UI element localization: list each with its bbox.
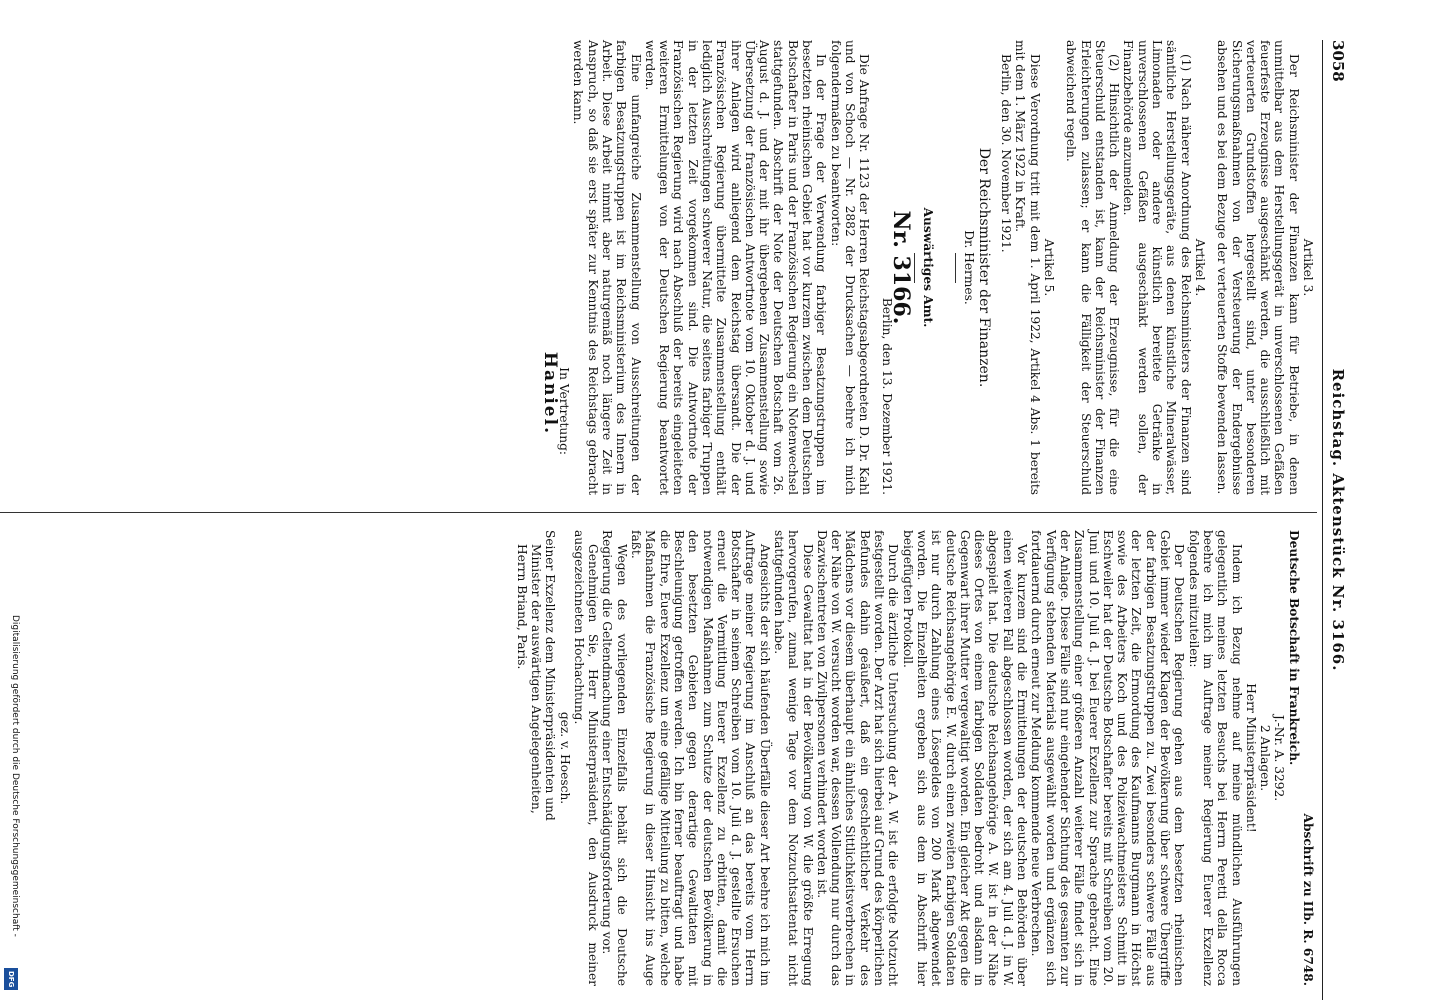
place-date-2: Berlin, den 13. Dezember 1921. (879, 297, 894, 495)
paragraph-eine: Eine umfangreiche Zusammenstellung von Ausschreitungen der farbigen Besatzungstruppen ist im Reichsministerium des Innern in Arbeit. Diese Arbeit nimmt aber naturgemäß noch längere Zeit in Anspruch, so daß sie erst später zur Kenntnis des Reichstags gebracht werden kann. (571, 40, 643, 495)
right-column (514, 530, 1315, 986)
digitization-credit (2, 615, 24, 995)
letter-signature: gez. v. Hoesch. (557, 711, 572, 805)
dfg-logo: DFG (4, 968, 18, 990)
paragraph-frage: In der Frage der Verwendung farbiger Besatzungstruppen im besetzten rheinischen Gebiet hat vor kurzem zwischen dem Deutschen Botschafter in Paris und der Französischen Regierung ein Notenwechsel stattgefunden. Abschrift der Note der Deutschen Botschaft vom 26. August d. J. und der mit ihr übergebenen Zusammenstellung sowie Übersetzung der französischen Antwortnote vom 10. Oktober d. J. und ihrer Anlagen wird anliegend dem Reichstag übersandt. Die der Französischen Regierung übermittelte Zusammenstellung enthält lediglich Ausschreitungen schwerer Natur, die seitens farbiger Truppen in der letzten Zeit vorgekommen sind. Die Antwortnote der Französischen Regierung wird nach Abschluß der bereits eingeleiteten weiteren Ermittelungen von der Deutschen Regierung beantwortet werden. (642, 40, 829, 495)
article-4-heading: Artikel 4. (1192, 238, 1207, 297)
page-number: 3058 (1329, 40, 1347, 82)
header-rule (1322, 40, 1323, 1000)
article-5-heading: Artikel 5. (1041, 238, 1056, 297)
article-3-text: Der Reichsminister der Finanzen kann für Betriebe, in denen unmittelbar aus dem Herstellungsgerät in unverschlossenen Gefäßen feuerfeste Erzeugnisse ausgeschänkt werden, die ausschließlich mit verteuerten Grundstoffen hergestellt sind, unter besonderen Sicherungsmaßnahmen von der Versteuerung der Endergebnisse absehen und es bei dem Bezuge der verteuerten Stoffe bewenden lassen. (1215, 40, 1301, 495)
left-column (539, 40, 1315, 495)
letter-para-2: Der Deutschen Regierung gehen aus dem besetzten rheinischen Gebiet immer wieder Klagen der Bevölkerung über schwere Übergriffe der farbigen Besatzungstruppen zu. Zwei besonders schwere Fälle aus der letzten Zeit, die Ermordung des Kaufmanns Burgmann in Höchst sowie des Arbeiters Koch und des Polizeiwachtmeisters Schmitt in Eschweiler hat der Deutsche Botschafter bereits mit Schreiben vom 20. Juni und 10. Juli d. J. bei Euerer Exzellenz zur Sprache gebracht. Eine Zusammenstellung einer größeren Anzahl weiterer Fälle findet sich in der Anlage. Diese Fälle sind nur eingehender Sichtung des gesamten zur Verfügung stehenden Materials ausgewählt worden und ergänzen sich fortdauernd durch erneut zur Meldung kommende neue Verbrechen. (1029, 530, 1187, 986)
letter-para-7: Wegen des vorliegenden Einzelfalls behält sich die Deutsche Regierung die Geltendmachung einer Entschädigungsforderung vor. (600, 530, 629, 986)
letter-para-4: Durch die ärztliche Untersuchung der A. W. ist die erfolgte Notzucht festgestellt worden. Der Arzt hat sich hierbei auf Grund des körperlichen Befundes dahin geäußert, daß ein geschlechtlicher Verkehr des Mädchens vor diesem überhaupt ein ähnliches Sittlichkeitsverbrechen in der Nähe von W. versucht worden war, dessen Vollendung nur durch das Dazwischentreten von Zivilpersonen verhindert worden ist. (814, 530, 901, 986)
article-3-heading: Artikel 3. (1301, 238, 1315, 297)
embassy-heading: Deutsche Botschaft in Frankreich. (1286, 530, 1301, 766)
article-4-para-2: (2) Hinsichtlich der Anmeldung der Erzeugnisse, für die eine Steuerschuld entstanden ist, kann der Reichsminister der Finanzen Erleichterungen zulassen; er kann die Fälligkeit der Steuerschuld abweichend regeln. (1064, 40, 1122, 495)
letter-para-1: Indem ich Bezug nehme auf meine mündlichen Ausführungen gelegentlich meines letzten Besuchs bei Herrn Peretti della Rocca beehre ich mich im Auftrage meiner Regierung Euerer Exzellenz folgendes mitzuteilen: (1186, 530, 1244, 986)
page-title: Reichstag. Aktenstück Nr. 3166. (1329, 368, 1347, 672)
copy-reference: Abschrift zu IIb. R. 6748. (1301, 813, 1315, 986)
signer-name: Dr. Hermes. (962, 230, 977, 305)
place-date: Berlin, den 30. November 1921. (999, 54, 1014, 253)
letter-para-6: Angesichts der sich häufenden Überfälle dieser Art beehre ich mich im Auftrage meiner Regierung im Anschluß an das bereits vom Herrn Botschafter in seinem Schreiben vom 10. Juli d. J. gestellte Ersuchen erneut die Vermittlung Euerer Exzellenz zu erbitten, damit die notwendigen Maßnahmen zum Schutze der deutschen Bevölkerung in den besetzten Gebieten gegen derartige Gewalttaten mit Beschleunigung getroffen werden. Ich bin ferner beauftragt und habe die Ehre, Euere Exzellenz um eine gefällige Mitteilung zu bitten, welche Maßnahmen die Französische Regierung in dieser Hinsicht ins Auge faßt. (629, 530, 772, 986)
signer-title: Der Reichsminister der Finanzen. (975, 147, 992, 388)
document-number: Nr. 3166. (887, 210, 914, 325)
letter-para-3: Vor kurzem sind die Ermittelungen der deutschen Behörden über einen weiteren Fall abgeschlossen worden, der sich am 4. Juli d. J. in W. abgespielt hat. Die deutsche Reichsangehörige A. W. ist in der Nähe dieses Ortes von einem farbigen Soldaten bedroht und alsdann in Gegenwart ihrer Mutter vergewaltigt worden. Ein gleicher Akt gegen die deutsche Reichsangehörige E. W. durch einen zweiten farbigen Soldaten ist nur durch Zahlung eines Lösegeldes von 200 Mark abgewendet worden. Die Einzelheiten ergeben sich aus dem in Abschrift hier beigefügten Protokoll. (900, 530, 1030, 986)
column-divider (0, 512, 1317, 513)
enclosures: 2 Anlagen. (1258, 724, 1273, 792)
article-5-text: Diese Verordnung tritt mit dem 1. April 1922, Artikel 4 Abs. 1 bereits mit dem 1. März 1922 in Kraft. (1013, 40, 1042, 495)
section-heading-rule (914, 253, 915, 283)
paragraph-anfrage: Die Anfrage Nr. 1123 der Herren Reichstagsabgeordneten D. Dr. Kahl und von Schoch — Nr. 2882 der Drucksachen — beehre ich mich folgendermaßen zu beantworten: (828, 40, 872, 495)
address-line-1: Seiner Exzellenz dem Ministerpräsidenten und (543, 530, 558, 821)
article-4-para-1: (1) Nach näherer Anordnung des Reichsministers der Finanzen sind sämtliche Herstellungsgeräte, aus denen künstliche Mineralwässer, Limonaden oder andere künstlich bereitete Getränke in unverschlossenen Gefäßen ausgeschänkt werden sollen, der Finanzbehörde anzumelden. (1121, 40, 1193, 495)
digitization-credit-text: Digitalisierung gefördert durch die Deutsche Forschungsgemeinschaft - (10, 615, 20, 937)
salutation: Herr Ministerpräsident! (1243, 683, 1258, 833)
letter-para-8: Genehmigen Sie, Herr Ministerpräsident, den Ausdruck meiner ausgezeichneten Hochachtung. (571, 530, 601, 986)
signature-haniel: Haniel. (539, 351, 560, 435)
rotated-document-page (17, 40, 1347, 1000)
address-line-2: Minister der auswärtigen Angelegenheiten, (528, 544, 543, 814)
vertretung-label: In Vertretung: (557, 367, 572, 455)
letter-para-5: Diese Gewalttat hat in der Bevölkerung von W. die größte Erregung hervorgerufen, zumal wenige Tage vor dem Notzuchtsattentat nicht stattgefunden habe. (772, 530, 815, 986)
journal-number: J.-Nr. A. 3292. (1272, 714, 1287, 802)
section-heading: Auswärtiges Amt. (921, 207, 936, 328)
address-line-3: Herrn Briand, Paris. (514, 544, 529, 670)
page-header (1325, 40, 1347, 1000)
section-rule (955, 253, 956, 283)
